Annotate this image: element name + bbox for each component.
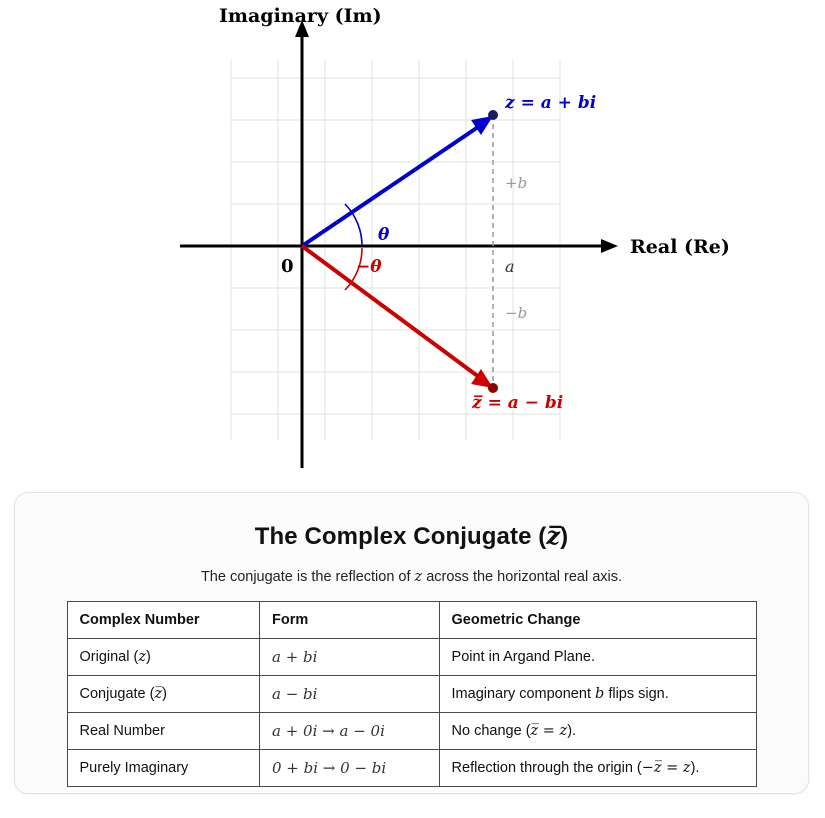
card-title [43, 521, 780, 551]
real-axis-arrow [601, 239, 618, 253]
cell-form: a + bi [259, 639, 439, 676]
cell-name-pre: Real Number [79, 723, 165, 739]
table-header-geometric-change: Geometric Change [439, 602, 756, 639]
table-header-row [67, 602, 756, 639]
cell-name-post: ) [145, 649, 151, 665]
cell-form: a + 0i → a − 0i [259, 713, 439, 750]
cell-change-math: b [595, 686, 605, 702]
cell-name-pre: Original ( [79, 649, 139, 665]
cell-change-pre: Imaginary component [451, 686, 595, 702]
z-point-label: z = a + bi [505, 93, 597, 113]
card-subtitle-post: across the horizontal real axis. [422, 569, 623, 585]
card-subtitle-math: z [414, 569, 423, 585]
cell-form: a − bi [259, 676, 439, 713]
cell-change [439, 750, 756, 787]
cell-change-math: −z̅ = z [641, 760, 691, 776]
neg-theta-label: −θ [356, 257, 382, 277]
zbar-point-label: z̅ = a − bi [472, 393, 564, 413]
cell-name [67, 639, 259, 676]
grid-lines [231, 60, 560, 440]
cell-name-pre: Conjugate ( [79, 686, 155, 702]
card-title-suffix: ) [560, 523, 569, 550]
cell-change-post: ). [690, 760, 700, 776]
card-subtitle-pre: The conjugate is the reflection of [200, 569, 415, 585]
zbar-vector [302, 246, 498, 393]
cell-name-math: z̅ [154, 686, 163, 702]
minus-b-label: −b [505, 304, 528, 322]
cell-name-post: ) [162, 686, 167, 702]
table-row [67, 676, 756, 713]
card-title-prefix: The Complex Conjugate ( [254, 523, 547, 550]
cell-change-math: z̅ = z [530, 723, 568, 739]
cell-change-post: flips sign. [604, 686, 669, 702]
conjugate-info-card [14, 492, 809, 794]
cell-name-math: z [138, 649, 146, 665]
theta-label: θ [378, 225, 390, 245]
a-label: a [505, 257, 515, 276]
cell-name [67, 676, 259, 713]
conjugate-table [67, 601, 757, 787]
real-axis-label: Real (Re) [630, 236, 730, 258]
z-vector [302, 110, 498, 246]
cell-form: 0 + bi → 0 − bi [259, 750, 439, 787]
imaginary-axis-label: Imaginary (Im) [219, 5, 382, 27]
cell-change [439, 676, 756, 713]
table-row [67, 639, 756, 676]
cell-name-pre: Purely Imaginary [79, 760, 189, 776]
card-subtitle [43, 569, 780, 585]
cell-change-pre: Point in Argand Plane. [451, 649, 596, 665]
table-header-form: Form [259, 602, 439, 639]
table-row [67, 713, 756, 750]
card-title-math: z̅ [546, 521, 561, 550]
cell-name [67, 713, 259, 750]
table-header-complex-number: Complex Number [67, 602, 259, 639]
cell-change [439, 713, 756, 750]
cell-name [67, 750, 259, 787]
cell-change-pre: No change ( [451, 723, 531, 739]
table-row [67, 750, 756, 787]
plus-b-label: +b [505, 174, 528, 192]
cell-change-pre: Reflection through the origin ( [451, 760, 642, 776]
cell-change [439, 639, 756, 676]
cell-change-post: ). [567, 723, 577, 739]
origin-label: 0 [281, 256, 294, 277]
